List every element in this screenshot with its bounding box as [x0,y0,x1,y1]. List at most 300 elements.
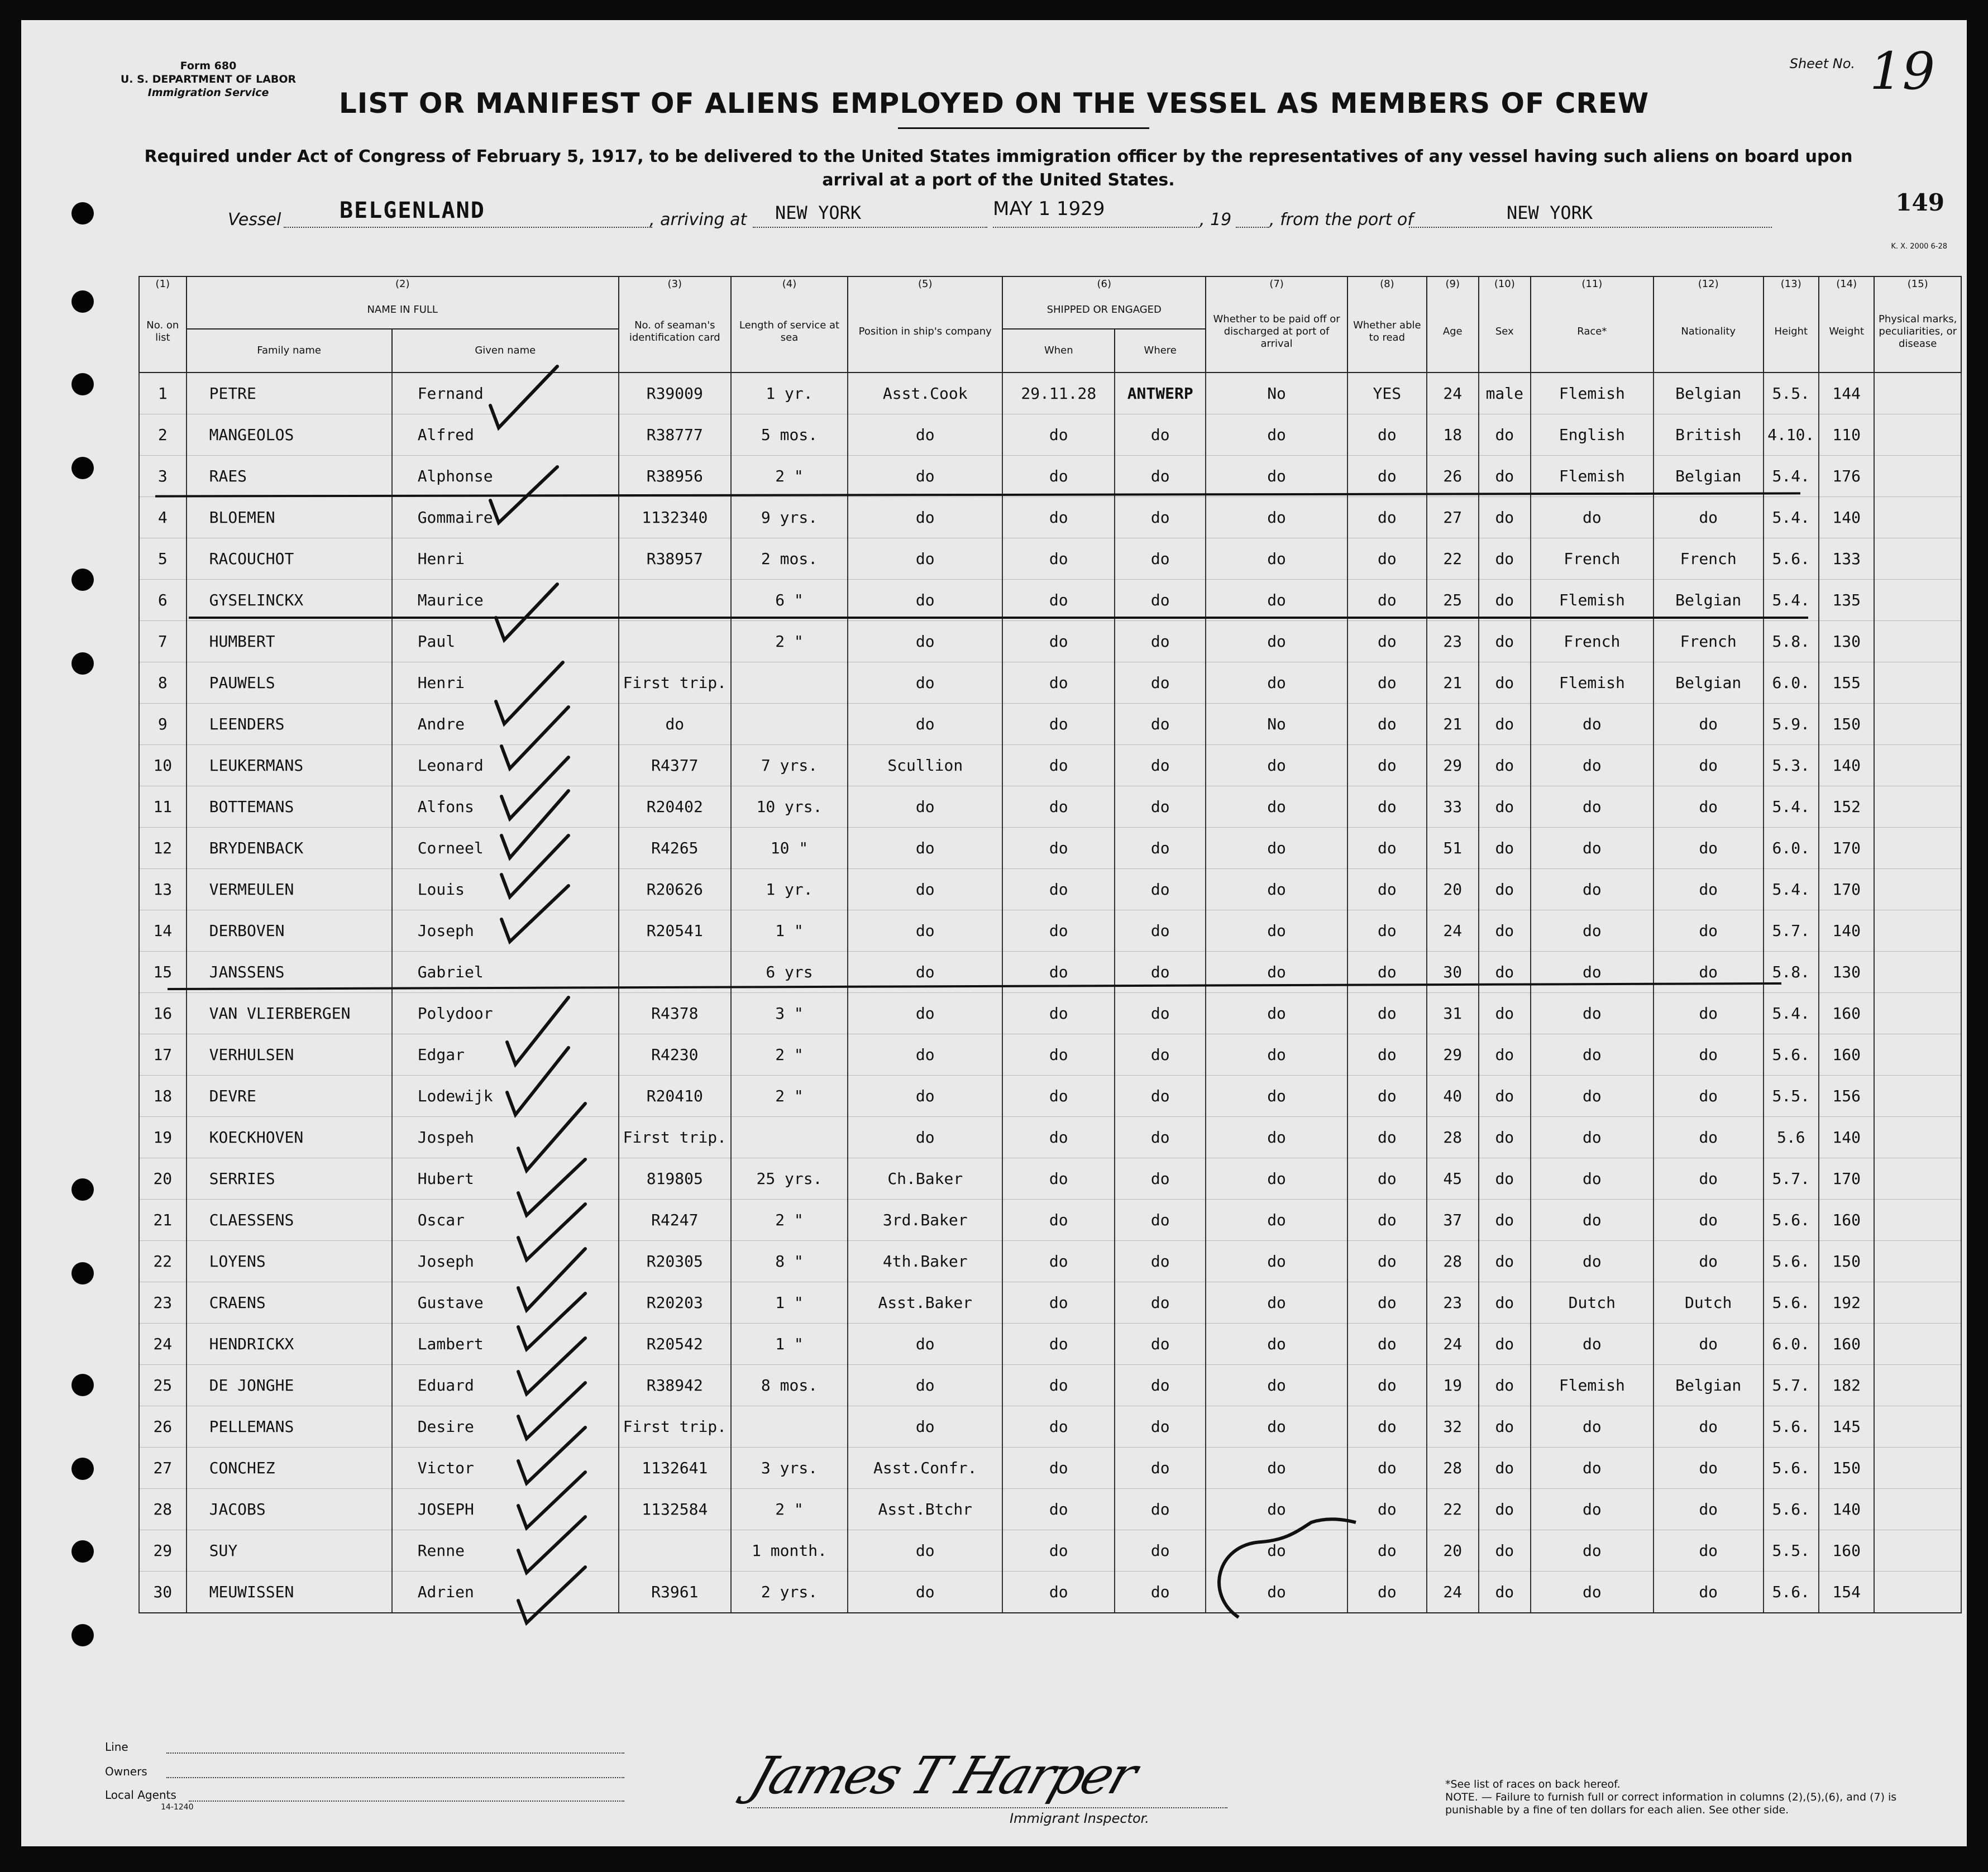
given-name-cell: Lodewijk [392,1076,619,1117]
print-code: K. X. 2000 6-28 [1891,242,1947,251]
given-name-cell: Polydoor [392,993,619,1034]
family-name-cell: PETRE [187,373,392,414]
weight-cell: 160 [1819,1034,1874,1076]
shipped-when-cell: do [1002,993,1115,1034]
table-row [139,1365,1961,1406]
family-name-cell: SERRIES [187,1158,392,1200]
id-card-cell: First trip. [619,1406,731,1448]
given-name-cell: Joseph [392,1241,619,1282]
table-row [139,580,1961,621]
header-physical-marks: Physical marks, peculiarities, or disease [1874,292,1961,373]
service-length-cell [731,1117,848,1158]
shipped-where-cell: do [1115,662,1206,704]
id-card-cell: R20626 [619,869,731,910]
row-number-cell: 18 [139,1076,187,1117]
able-to-read-cell: do [1347,1076,1427,1117]
header-nationality: Nationality [1654,292,1764,373]
nationality-cell: Belgian [1654,580,1764,621]
age-cell: 22 [1427,538,1479,580]
family-name-cell: GYSELINCKX [187,580,392,621]
family-name-cell: CONCHEZ [187,1448,392,1489]
shipped-when-cell: do [1002,952,1115,993]
service-length-cell [731,662,848,704]
table-row [139,456,1961,497]
age-cell: 24 [1427,1324,1479,1365]
table-row [139,1076,1961,1117]
table-row [139,910,1961,952]
race-cell: do [1531,993,1654,1034]
weight-cell: 150 [1819,704,1874,745]
sex-cell: do [1479,1489,1531,1530]
row-number-cell: 3 [139,456,187,497]
family-name-cell: LOYENS [187,1241,392,1282]
ship-position-cell: Scullion [848,745,1002,786]
weight-cell: 160 [1819,1200,1874,1241]
document-subtitle: Required under Act of Congress of February 5, 1917, to be delivered to the United States immigration officer by the representatives of any vessel having such aliens on board upon arrival at a port of the United States. [144,147,1853,190]
column-number-row [139,276,1961,292]
able-to-read-cell: do [1347,1117,1427,1158]
height-cell: 5.6. [1764,1241,1819,1282]
ship-position-cell: do [848,910,1002,952]
shipped-when-cell: do [1002,538,1115,580]
ship-position-cell: do [848,1406,1002,1448]
binder-hole [71,202,94,225]
weight-cell: 110 [1819,414,1874,456]
race-cell: do [1531,828,1654,869]
given-name-cell: Hubert [392,1158,619,1200]
family-name-cell: BOTTEMANS [187,786,392,828]
height-cell: 5.5. [1764,1076,1819,1117]
family-name-cell: DEVRE [187,1076,392,1117]
nationality-cell: do [1654,1489,1764,1530]
given-name-cell: Adrien [392,1572,619,1613]
given-name-cell: Jospeh [392,1117,619,1158]
age-cell: 24 [1427,910,1479,952]
weight-cell: 155 [1819,662,1874,704]
vessel-line [284,227,652,228]
given-name-cell: Lambert [392,1324,619,1365]
paid-off-cell: do [1206,993,1347,1034]
race-cell: Flemish [1531,1365,1654,1406]
ship-position-cell: do [848,580,1002,621]
paid-off-cell: do [1206,1572,1347,1613]
able-to-read-cell: do [1347,993,1427,1034]
service-length-cell: 1 " [731,1324,848,1365]
row-number-cell: 28 [139,1489,187,1530]
binder-hole [71,1178,94,1201]
family-name-cell: CRAENS [187,1282,392,1324]
weight-cell: 135 [1819,580,1874,621]
id-card-cell: First trip. [619,662,731,704]
physical-marks-cell [1874,704,1961,745]
service-length-cell: 6 yrs [731,952,848,993]
id-card-cell: R4265 [619,828,731,869]
id-card-cell: R4378 [619,993,731,1034]
weight-cell: 130 [1819,621,1874,662]
height-cell: 5.6. [1764,538,1819,580]
age-cell: 51 [1427,828,1479,869]
height-cell: 5.6. [1764,1406,1819,1448]
table-row [139,786,1961,828]
table-row [139,745,1961,786]
height-cell: 5.5. [1764,1530,1819,1572]
col-num-13: (13) [1764,276,1819,292]
sex-cell: do [1479,1406,1531,1448]
service-length-cell: 1 " [731,910,848,952]
nationality-cell: French [1654,621,1764,662]
height-cell: 5.4. [1764,993,1819,1034]
service-length-cell: 2 " [731,1076,848,1117]
ship-position-cell: do [848,1572,1002,1613]
line-label: Line [105,1740,128,1754]
sex-cell: male [1479,373,1531,414]
paid-off-cell: do [1206,497,1347,538]
table-row [139,1530,1961,1572]
id-card-cell: R4247 [619,1200,731,1241]
agents-label: Local Agents [105,1788,176,1802]
row-number-cell: 29 [139,1530,187,1572]
nationality-cell: do [1654,1324,1764,1365]
row-number-cell: 20 [139,1158,187,1200]
weight-cell: 150 [1819,1448,1874,1489]
strike-row-6 [189,617,1808,619]
header-when: When [1002,329,1115,373]
race-cell: do [1531,1117,1654,1158]
physical-marks-cell [1874,621,1961,662]
header-paid-off: Whether to be paid off or discharged at port of arrival [1206,292,1347,373]
service-length-cell: 6 " [731,580,848,621]
age-cell: 26 [1427,456,1479,497]
ship-position-cell: do [848,704,1002,745]
sex-cell: do [1479,1158,1531,1200]
physical-marks-cell [1874,1324,1961,1365]
shipped-where-cell: do [1115,952,1206,993]
row-number-cell: 17 [139,1034,187,1076]
sex-cell: do [1479,1530,1531,1572]
able-to-read-cell: do [1347,704,1427,745]
year-line [1236,227,1269,228]
height-cell: 5.7. [1764,1158,1819,1200]
weight-cell: 140 [1819,910,1874,952]
ship-position-cell: do [848,1076,1002,1117]
nationality-cell: Belgian [1654,456,1764,497]
ship-position-cell: do [848,786,1002,828]
able-to-read-cell: do [1347,786,1427,828]
shipped-when-cell: 29.11.28 [1002,373,1115,414]
given-name-cell: Corneel [392,828,619,869]
given-name-cell: Renne [392,1530,619,1572]
physical-marks-cell [1874,828,1961,869]
physical-marks-cell [1874,1530,1961,1572]
given-name-cell: Fernand [392,373,619,414]
ship-position-cell: do [848,1530,1002,1572]
physical-marks-cell [1874,1200,1961,1241]
able-to-read-cell: do [1347,497,1427,538]
race-cell: do [1531,1241,1654,1282]
id-card-cell: R38957 [619,538,731,580]
nationality-cell: do [1654,1158,1764,1200]
weight-cell: 154 [1819,1572,1874,1613]
height-cell: 5.8. [1764,621,1819,662]
nationality-cell: do [1654,1448,1764,1489]
physical-marks-cell [1874,910,1961,952]
given-name-cell: Alfred [392,414,619,456]
physical-marks-cell [1874,456,1961,497]
given-name-cell: Joseph [392,910,619,952]
sex-cell: do [1479,1324,1531,1365]
paid-off-cell: do [1206,1365,1347,1406]
id-card-cell: R20542 [619,1324,731,1365]
row-number-cell: 13 [139,869,187,910]
age-cell: 22 [1427,1489,1479,1530]
col-num-4: (4) [731,276,848,292]
id-card-cell [619,580,731,621]
row-number-cell: 7 [139,621,187,662]
physical-marks-cell [1874,580,1961,621]
age-cell: 18 [1427,414,1479,456]
shipped-where-cell: ANTWERP [1115,373,1206,414]
sex-cell: do [1479,456,1531,497]
row-number-cell: 30 [139,1572,187,1613]
family-name-cell: PAUWELS [187,662,392,704]
shipped-where-cell: do [1115,1365,1206,1406]
race-cell: Flemish [1531,373,1654,414]
crew-rows [139,373,1961,1613]
service-length-cell: 2 " [731,1034,848,1076]
check-marks [457,355,602,1696]
service-length-cell: 2 " [731,621,848,662]
paid-off-cell: No [1206,704,1347,745]
row-number-cell: 6 [139,580,187,621]
header-weight: Weight [1819,292,1874,373]
service-length-cell: 10 " [731,828,848,869]
table-row [139,373,1961,414]
given-name-cell: Andre [392,704,619,745]
crew-manifest-table [138,276,1962,1613]
nationality-cell: do [1654,1076,1764,1117]
weight-cell: 150 [1819,1241,1874,1282]
shipped-where-cell: do [1115,1324,1206,1365]
shipped-where-cell: do [1115,704,1206,745]
physical-marks-cell [1874,414,1961,456]
ship-position-cell: do [848,993,1002,1034]
race-cell: do [1531,1076,1654,1117]
sheet-number-label: Sheet No. [1789,56,1855,71]
ship-position-cell: do [848,828,1002,869]
shipped-where-cell: do [1115,1406,1206,1448]
age-cell: 25 [1427,580,1479,621]
paid-off-cell: No [1206,373,1347,414]
id-card-cell: R4230 [619,1034,731,1076]
shipped-where-cell: do [1115,1489,1206,1530]
race-cell: do [1531,704,1654,745]
age-cell: 31 [1427,993,1479,1034]
col-num-15: (15) [1874,276,1961,292]
paid-off-cell: do [1206,1241,1347,1282]
binder-hole [71,1458,94,1480]
col-num-10: (10) [1479,276,1531,292]
age-cell: 27 [1427,497,1479,538]
shipped-where-cell: do [1115,1241,1206,1282]
header-id-card: No. of seaman's identification card [619,292,731,373]
footnotes [1445,1778,1937,1817]
id-card-cell: R39009 [619,373,731,414]
table-row [139,1572,1961,1613]
race-cell: do [1531,1158,1654,1200]
col-num-14: (14) [1819,276,1874,292]
nationality-cell: do [1654,1117,1764,1158]
height-cell: 5.4. [1764,497,1819,538]
age-cell: 32 [1427,1406,1479,1448]
agents-field [189,1801,624,1802]
header-no-on-list: No. on list [139,292,187,373]
shipped-where-cell: do [1115,910,1206,952]
col-num-6: (6) [1002,276,1206,292]
header-able-to-read: Whether able to read [1347,292,1427,373]
weight-cell: 176 [1819,456,1874,497]
id-card-cell: R38956 [619,456,731,497]
id-card-cell: R38777 [619,414,731,456]
table-row [139,621,1961,662]
table-row [139,828,1961,869]
race-cell: do [1531,952,1654,993]
physical-marks-cell [1874,373,1961,414]
shipped-where-cell: do [1115,1448,1206,1489]
family-name-cell: LEENDERS [187,704,392,745]
family-name-cell: JANSSENS [187,952,392,993]
service-length-cell: 10 yrs. [731,786,848,828]
given-name-cell: Maurice [392,580,619,621]
id-card-cell [619,621,731,662]
able-to-read-cell: do [1347,1448,1427,1489]
weight-cell: 140 [1819,497,1874,538]
sex-cell: do [1479,745,1531,786]
given-name-cell: Henri [392,538,619,580]
sex-cell: do [1479,910,1531,952]
sex-cell: do [1479,1117,1531,1158]
able-to-read-cell: do [1347,662,1427,704]
signature-line [747,1807,1227,1808]
inspector-signature: James T Harper [743,1746,1143,1806]
id-card-cell: R20402 [619,786,731,828]
service-length-cell: 1 month. [731,1530,848,1572]
age-cell: 21 [1427,662,1479,704]
shipped-where-cell: do [1115,1282,1206,1324]
nationality-cell: do [1654,497,1764,538]
shipped-where-cell: do [1115,869,1206,910]
height-cell: 5.6 [1764,1117,1819,1158]
shipped-where-cell: do [1115,1158,1206,1200]
col-num-8: (8) [1347,276,1427,292]
physical-marks-cell [1874,1572,1961,1613]
ship-position-cell: do [848,952,1002,993]
height-cell: 5.9. [1764,704,1819,745]
shipped-when-cell: do [1002,1489,1115,1530]
service-length-cell: 8 " [731,1241,848,1282]
shipped-where-cell: do [1115,828,1206,869]
shipped-where-cell: do [1115,538,1206,580]
shipped-where-cell: do [1115,580,1206,621]
shipped-where-cell: do [1115,497,1206,538]
header-age: Age [1427,292,1479,373]
given-name-cell: Edgar [392,1034,619,1076]
ink-scribble [1200,1511,1367,1656]
year-label: , 19 [1200,210,1232,230]
paid-off-cell: do [1206,456,1347,497]
row-number-cell: 24 [139,1324,187,1365]
physical-marks-cell [1874,1448,1961,1489]
height-cell: 6.0. [1764,828,1819,869]
weight-cell: 140 [1819,1117,1874,1158]
col-num-5: (5) [848,276,1002,292]
able-to-read-cell: do [1347,1406,1427,1448]
table-row [139,869,1961,910]
row-number-cell: 14 [139,910,187,952]
paid-off-cell: do [1206,745,1347,786]
paid-off-cell: do [1206,621,1347,662]
sex-cell: do [1479,621,1531,662]
id-card-cell: R20203 [619,1282,731,1324]
sex-cell: do [1479,1448,1531,1489]
sex-cell: do [1479,993,1531,1034]
col-num-7: (7) [1206,276,1347,292]
able-to-read-cell: do [1347,456,1427,497]
family-name-cell: VERHULSEN [187,1034,392,1076]
row-number-cell: 1 [139,373,187,414]
able-to-read-cell: do [1347,1200,1427,1241]
physical-marks-cell [1874,538,1961,580]
table-row [139,497,1961,538]
id-card-cell: R20410 [619,1076,731,1117]
age-cell: 28 [1427,1241,1479,1282]
family-name-cell: RACOUCHOT [187,538,392,580]
id-card-cell: do [619,704,731,745]
form-number: Form 680 [180,60,237,72]
table-row [139,1282,1961,1324]
id-card-cell: R4377 [619,745,731,786]
able-to-read-cell: do [1347,580,1427,621]
physical-marks-cell [1874,1365,1961,1406]
id-card-cell: 1132641 [619,1448,731,1489]
age-cell: 21 [1427,704,1479,745]
row-number-cell: 16 [139,993,187,1034]
physical-marks-cell [1874,1241,1961,1282]
id-card-cell: First trip. [619,1117,731,1158]
paid-off-cell: do [1206,1489,1347,1530]
ship-position-cell: do [848,1034,1002,1076]
shipped-where-cell: do [1115,621,1206,662]
col-num-1: (1) [139,276,187,292]
height-cell: 5.6. [1764,1034,1819,1076]
age-cell: 24 [1427,373,1479,414]
shipped-when-cell: do [1002,621,1115,662]
race-cell: do [1531,1324,1654,1365]
owners-label: Owners [105,1765,147,1778]
family-name-cell: BLOEMEN [187,497,392,538]
height-cell: 6.0. [1764,1324,1819,1365]
able-to-read-cell: do [1347,1324,1427,1365]
weight-cell: 140 [1819,745,1874,786]
header-name-in-full: NAME IN FULL [187,292,619,329]
height-cell: 5.4. [1764,786,1819,828]
paid-off-cell: do [1206,1158,1347,1200]
family-name-cell: SUY [187,1530,392,1572]
sex-cell: do [1479,1200,1531,1241]
nationality-cell: do [1654,1572,1764,1613]
able-to-read-cell: do [1347,538,1427,580]
row-number-cell: 4 [139,497,187,538]
weight-cell: 130 [1819,952,1874,993]
